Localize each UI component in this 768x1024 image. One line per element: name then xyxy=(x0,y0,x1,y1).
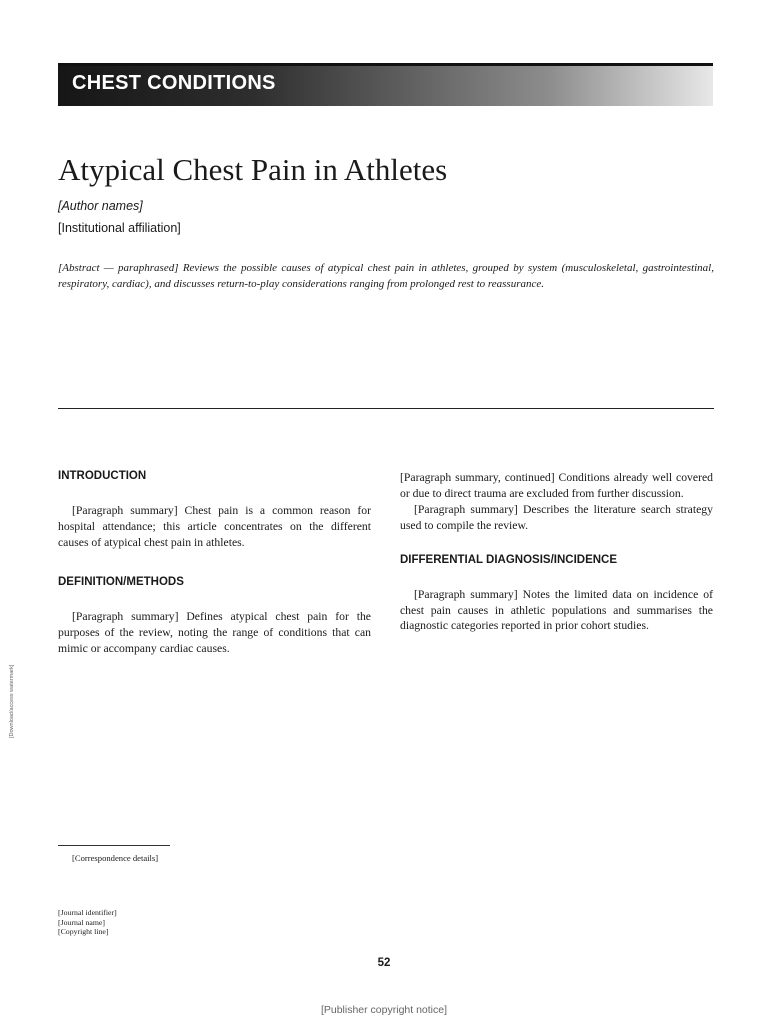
search-methods-paragraph: [Paragraph summary] Describes the literature search strategy used to compile the review. xyxy=(400,502,713,532)
differential-diagnosis-paragraph: [Paragraph summary] Notes the limited data on incidence of chest pain causes in athletic populations and summarises the diagnostic categories reported in prior cohort studies. xyxy=(400,587,713,633)
journal-copyright: [Copyright line] xyxy=(58,927,109,937)
section-gap xyxy=(58,551,371,576)
journal-name: [Journal name] xyxy=(58,917,105,927)
footnote-divider xyxy=(58,845,170,846)
introduction-paragraph: [Paragraph summary] Chest pain is a common reason for hospital attendance; this article concentrates on the different causes of atypical chest pain in athletes. xyxy=(58,504,371,549)
definition-methods-paragraph-continued: [Paragraph summary, continued] Conditions already well covered or due to direct trauma are excluded from further discussion. xyxy=(400,471,713,500)
journal-info xyxy=(58,908,371,937)
left-column xyxy=(58,470,371,656)
definition-methods-heading: DEFINITION/METHODS xyxy=(58,575,184,588)
abstract-divider xyxy=(58,408,714,409)
journal-id: [Journal identifier] xyxy=(58,908,117,917)
section-banner-label: CHEST CONDITIONS xyxy=(72,72,276,94)
correspondence-footnote: [Correspondence details] xyxy=(72,853,159,863)
article-affiliation: [Institutional affiliation] xyxy=(58,221,181,235)
introduction-heading: INTRODUCTION xyxy=(58,470,147,482)
section-banner xyxy=(58,63,713,106)
definition-methods-paragraph: [Paragraph summary] Defines atypical chest pain for the purposes of the review, noting the range of conditions that can mimic or accompany cardiac causes. xyxy=(58,609,371,655)
copyright-footer: [Publisher copyright notice] xyxy=(320,1004,448,1016)
differential-diagnosis-heading: DIFFERENTIAL DIAGNOSIS/INCIDENCE xyxy=(400,553,618,566)
article-abstract: [Abstract — paraphrased] Reviews the possible causes of atypical chest pain in athletes, grouped by system (musculoskeletal, gastrointestinal, respiratory, cardiac), and discusses return-to-play considerations ranging from prolonged rest to reassurance. xyxy=(58,262,714,290)
article-authors: [Author names] xyxy=(58,199,143,213)
side-download-notice: [Download/access watermark] xyxy=(9,664,15,738)
article-title: Atypical Chest Pain in Athletes xyxy=(58,152,448,187)
right-column xyxy=(400,470,713,634)
section-gap xyxy=(400,534,713,554)
page-number: 52 xyxy=(377,957,391,969)
